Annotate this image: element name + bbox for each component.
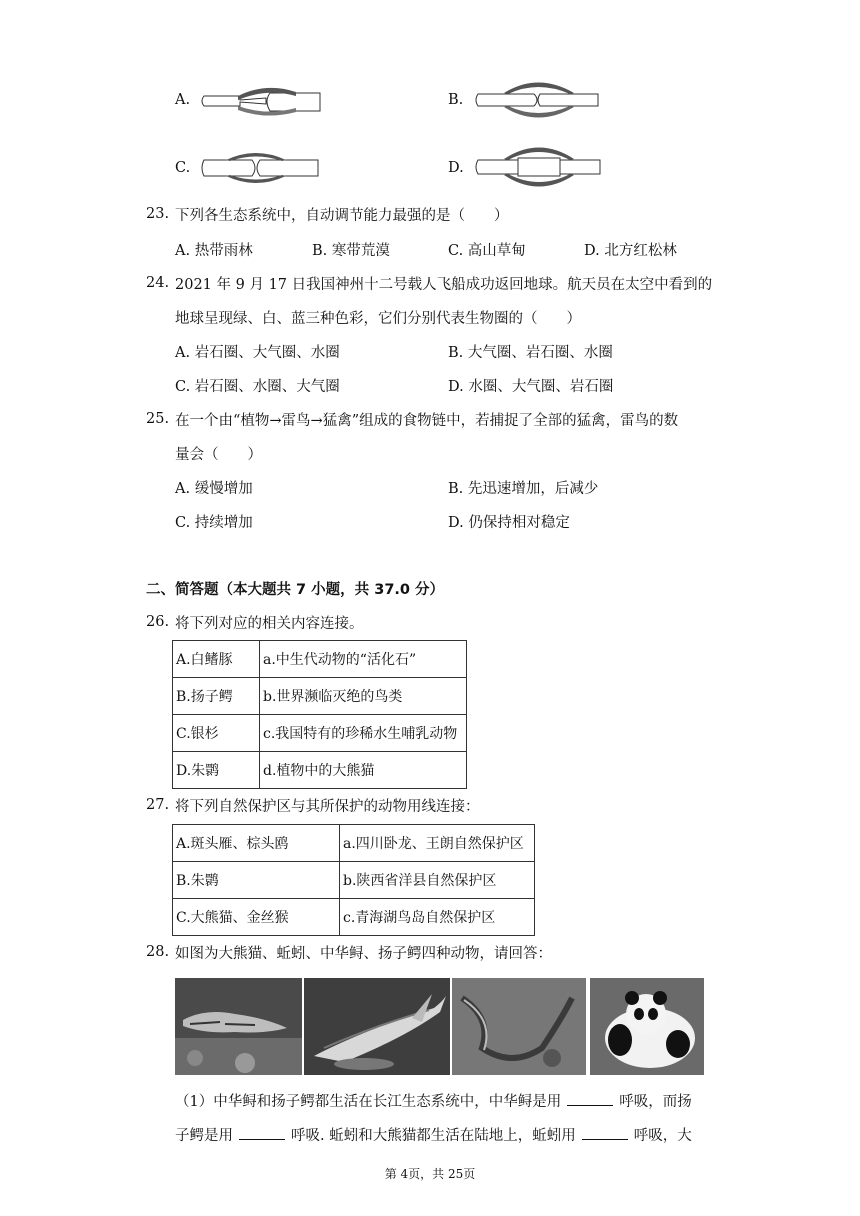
question-number: 28. <box>146 944 170 960</box>
question-stem: 将下列自然保护区与其所保护的动物用线连接： <box>175 799 480 815</box>
table-row <box>173 715 467 752</box>
earthworm-photo <box>452 978 586 1075</box>
joint-diagram-a <box>200 80 325 122</box>
answer-blank[interactable] <box>239 1125 285 1140</box>
table-cell: A.白鳍豚 <box>173 641 260 678</box>
option-b[interactable]: B. 先迅速增加，后减少 <box>448 481 599 497</box>
table-cell: b.陕西省洋县自然保护区 <box>340 862 535 899</box>
table-cell: c.青海湖鸟岛自然保护区 <box>340 899 535 936</box>
option-d[interactable]: D. 北方红松林 <box>584 243 677 259</box>
question-stem: 如图为大熊猫、蚯蚓、中华鲟、扬子鳄四种动物，请回答： <box>175 946 552 962</box>
earthworm-image <box>452 978 586 1075</box>
question-number: 25. <box>146 411 170 427</box>
panda-photo <box>590 978 704 1075</box>
question-stem-line2: 量会（ ） <box>175 447 262 463</box>
page-footer: 第 4页，共 25页 <box>384 1167 476 1181</box>
table-cell: b.世界濒临灭绝的鸟类 <box>260 678 467 715</box>
option-c[interactable]: C. 持续增加 <box>175 515 253 531</box>
text-segment: 呼吸. 蚯蚓和大熊猫都生活在陆地上，蚯蚓用 <box>291 1128 576 1144</box>
matching-table <box>172 640 467 789</box>
option-a[interactable]: A. 岩石圈、大气圈、水圈 <box>175 345 340 361</box>
section-heading: 二、简答题（本大题共 7 小题，共 37.0 分） <box>146 582 445 598</box>
table-cell: c.我国特有的珍稀水生哺乳动物 <box>260 715 467 752</box>
joint-diagram-b <box>474 76 602 124</box>
table-cell: a.中生代动物的“活化石” <box>260 641 467 678</box>
table-cell: C.银杉 <box>173 715 260 752</box>
question-stem: 将下列对应的相关内容连接。 <box>175 616 364 632</box>
table-cell: d.植物中的大熊猫 <box>260 752 467 789</box>
alligator-photo <box>175 978 302 1075</box>
table-row <box>173 641 467 678</box>
sturgeon-image <box>304 978 450 1075</box>
alligator-image <box>175 978 302 1075</box>
table-row <box>173 825 535 862</box>
answer-blank[interactable] <box>582 1125 628 1140</box>
question-number: 23. <box>146 206 170 222</box>
table-cell: D.朱鹮 <box>173 752 260 789</box>
option-label: C. <box>175 160 191 176</box>
text-segment: 呼吸，大 <box>633 1128 692 1144</box>
question-stem: 下列各生态系统中，自动调节能力最强的是（ ） <box>175 208 509 224</box>
panda-image <box>590 978 704 1075</box>
option-label: D. <box>448 160 464 176</box>
sturgeon-photo <box>304 978 450 1075</box>
option-c[interactable]: C. 高山草甸 <box>448 243 526 259</box>
text-segment: （1）中华鲟和扬子鳄都生活在长江生态系统中，中华鲟是用 <box>175 1094 562 1110</box>
table-cell: A.斑头雁、棕头鸥 <box>173 825 340 862</box>
option-label: A. <box>175 92 191 108</box>
sub-question-1-line2 <box>175 1125 692 1146</box>
question-number: 27. <box>146 797 170 813</box>
option-d[interactable]: D. 仍保持相对稳定 <box>448 515 570 531</box>
option-a[interactable]: A. 热带雨林 <box>175 243 253 259</box>
question-stem-line1: 2021 年 9 月 17 日我国神州十二号载人飞船成功返回地球。航天员在太空中看到的 <box>175 277 713 293</box>
table-row <box>173 899 535 936</box>
question-stem-line1: 在一个由“植物→雷鸟→猛禽”组成的食物链中，若捕捉了全部的猛禽，雷鸟的数 <box>175 413 679 429</box>
table-cell: C.大熊猫、金丝猴 <box>173 899 340 936</box>
option-b[interactable]: B. 大气圈、岩石圈、水圈 <box>448 345 613 361</box>
question-number: 26. <box>146 614 170 630</box>
option-b[interactable]: B. 寒带荒漠 <box>312 243 390 259</box>
table-cell: B.朱鹮 <box>173 862 340 899</box>
matching-table <box>172 824 535 936</box>
joint-diagram-d <box>474 142 604 192</box>
table-cell: B.扬子鳄 <box>173 678 260 715</box>
option-c[interactable]: C. 岩石圈、水圈、大气圈 <box>175 379 340 395</box>
sub-question-1-line1 <box>175 1091 692 1112</box>
table-row <box>173 678 467 715</box>
answer-blank[interactable] <box>567 1091 613 1106</box>
question-stem-line2: 地球呈现绿、白、蓝三种色彩，它们分别代表生物圈的（ ） <box>175 311 581 327</box>
table-cell: a.四川卧龙、王朗自然保护区 <box>340 825 535 862</box>
table-row <box>173 862 535 899</box>
table-row <box>173 752 467 789</box>
text-segment: 子鳄是用 <box>175 1128 233 1144</box>
text-segment: 呼吸，而扬 <box>619 1094 692 1110</box>
option-a[interactable]: A. 缓慢增加 <box>175 481 253 497</box>
option-label: B. <box>448 92 464 108</box>
question-number: 24. <box>146 275 170 291</box>
joint-diagram-c <box>200 146 322 190</box>
option-d[interactable]: D. 水圈、大气圈、岩石圈 <box>448 379 614 395</box>
